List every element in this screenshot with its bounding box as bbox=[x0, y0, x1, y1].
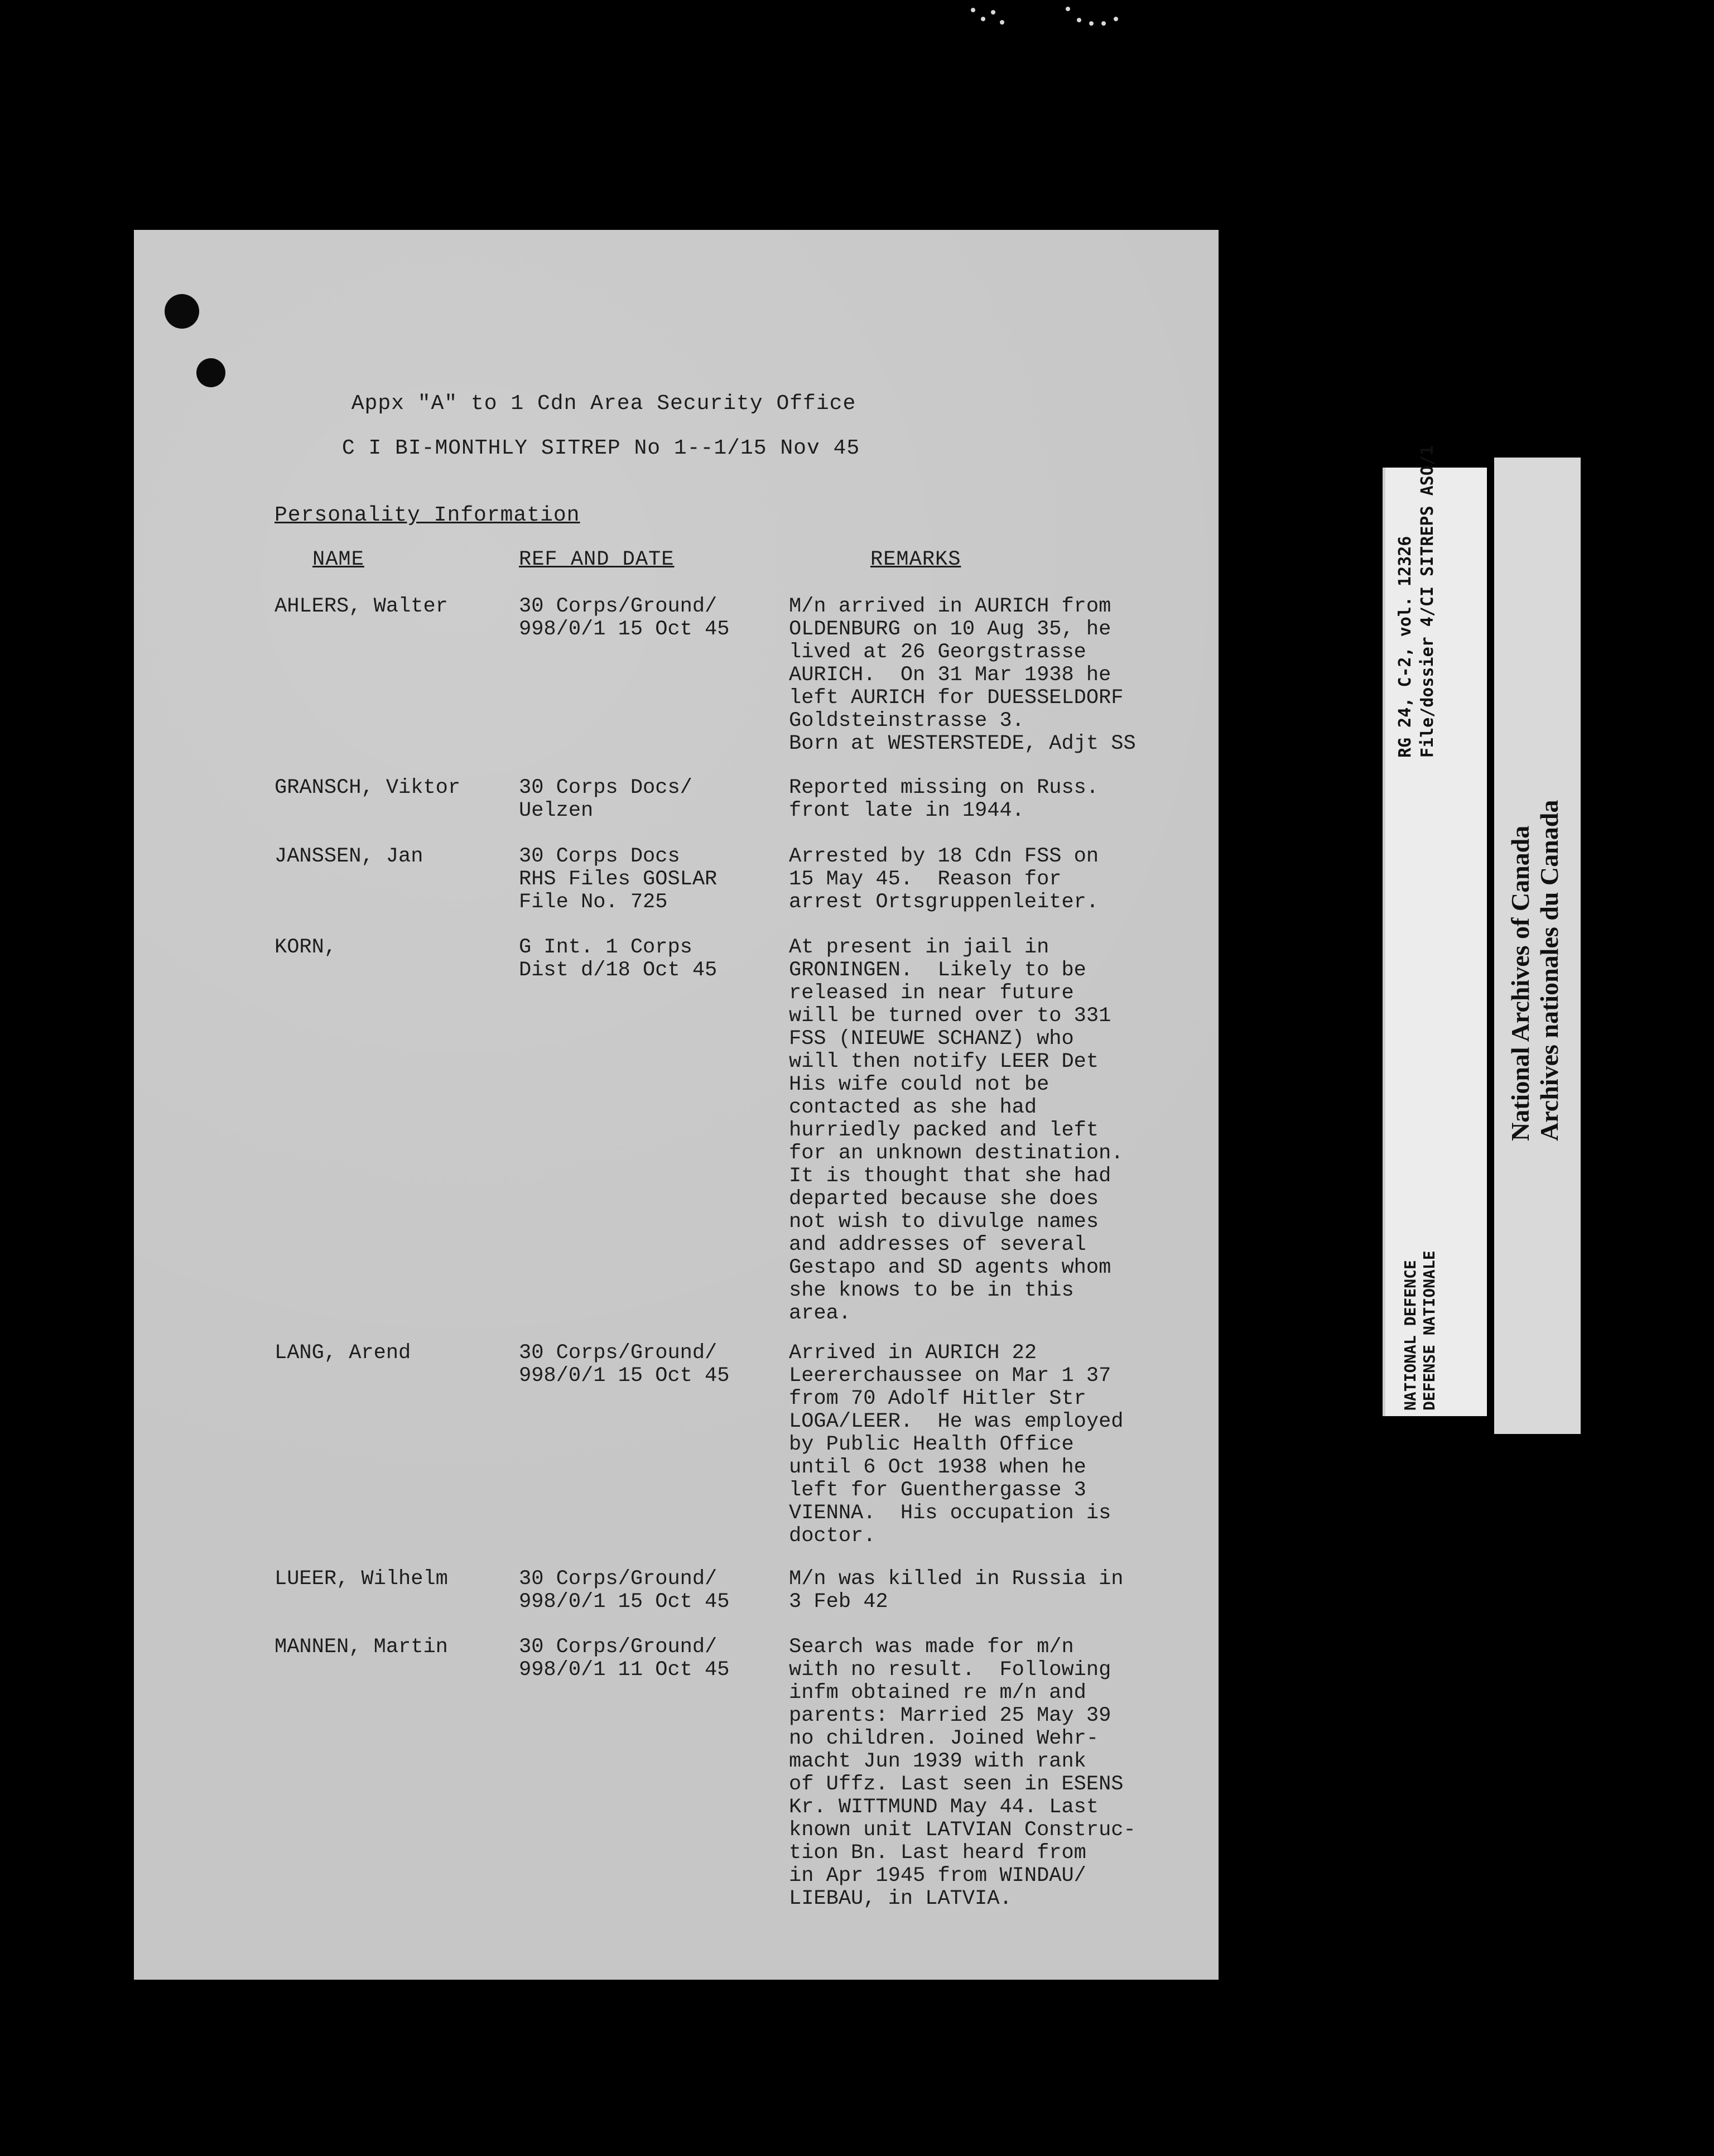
entry-remarks: Search was made for m/n with no result. Following infm obtained re m/n and parents: Married 25 May 39 no children. Joined Wehr- macht Jun 1939 with rank of Uffz. Last seen in ESENS Kr. WITTMUND May 44. Last known unit LATVIAN Construc- tion Bn. Last heard from in Apr 1945 from WINDAU/ LIEBAU, in LATVIA. bbox=[789, 1635, 1136, 1910]
rg-reference-line2: File/dossier 4/CI SITREPS ASO/1 bbox=[1418, 445, 1437, 758]
entry-name: GRANSCH, Viktor bbox=[275, 776, 461, 800]
department-line2: DEFENSE NATIONALE bbox=[1420, 1250, 1438, 1411]
national-archives-label bbox=[1494, 458, 1581, 1434]
entry-ref: 30 Corps/Ground/ 998/0/1 11 Oct 45 bbox=[519, 1635, 730, 1682]
punch-hole bbox=[196, 358, 225, 387]
entry-name: MANNEN, Martin bbox=[275, 1635, 448, 1659]
entry-remarks: Arrived in AURICH 22 Leererchaussee on Mar 1 37 from 70 Adolf Hitler Str LOGA/LEER. He was employed by Public Health Office until 6 Oct 1938 when he left for Guenthergasse 3 VIENNA. His occupation is doctor. bbox=[789, 1341, 1124, 1548]
entry-ref: G Int. 1 Corps Dist d/18 Oct 45 bbox=[519, 936, 718, 982]
entry-ref: 30 Corps/Ground/ 998/0/1 15 Oct 45 bbox=[519, 1341, 730, 1388]
entry-ref: 30 Corps Docs RHS Files GOSLAR File No. 725 bbox=[519, 845, 718, 914]
entry-name: LANG, Arend bbox=[275, 1341, 411, 1365]
archive-reference-label bbox=[1383, 445, 1487, 1416]
entry-name: AHLERS, Walter bbox=[275, 595, 448, 618]
entry-remarks: M/n arrived in AURICH from OLDENBURG on 10 Aug 35, he lived at 26 Georgstrasse AURICH. On 31 Mar 1938 he left AURICH for DUESSELDORF Goldsteinstrasse 3. Born at WESTERSTEDE, Adjt SS bbox=[789, 595, 1136, 755]
entry-name: KORN, bbox=[275, 936, 337, 959]
entry-name: JANSSEN, Jan bbox=[275, 845, 423, 868]
heading-appendix: Appx "A" to 1 Cdn Area Security Office bbox=[351, 392, 856, 416]
entry-remarks: Arrested by 18 Cdn FSS on 15 May 45. Reason for arrest Ortsgruppenleiter. bbox=[789, 845, 1099, 914]
column-header-remarks: REMARKS bbox=[870, 548, 961, 571]
entry-ref: 30 Corps/Ground/ 998/0/1 15 Oct 45 bbox=[519, 595, 730, 641]
entry-remarks: M/n was killed in Russia in 3 Feb 42 bbox=[789, 1567, 1124, 1614]
punch-hole bbox=[165, 294, 199, 329]
archives-name-en: National Archives of Canada bbox=[1506, 825, 1534, 1141]
column-header-name: NAME bbox=[312, 548, 364, 571]
entry-name: LUEER, Wilhelm bbox=[275, 1567, 448, 1591]
heading-sitrep: C I BI-MONTHLY SITREP No 1--1/15 Nov 45 bbox=[341, 436, 860, 460]
archives-name-fr: Archives nationales du Canada bbox=[1535, 800, 1563, 1141]
department-line1: NATIONAL DEFENCE bbox=[1401, 1260, 1419, 1411]
rg-reference-line1: RG 24, C-2, vol. 12326 bbox=[1395, 536, 1415, 758]
section-title: Personality Information bbox=[275, 503, 580, 527]
entry-ref: 30 Corps Docs/ Uelzen bbox=[519, 776, 692, 822]
document-page bbox=[134, 230, 1219, 1980]
entry-remarks: At present in jail in GRONINGEN. Likely to be released in near future will be turned over to 331 FSS (NIEUWE SCHANZ) who will then notify LEER Det His wife could not be contacted as she had hurriedly packed and left for an unknown destination. It is thought that she had departed because she does not wish to divulge names and addresses of several Gestapo and SD agents whom she knows to be in this area. bbox=[789, 936, 1124, 1325]
column-header-ref: REF AND DATE bbox=[519, 548, 675, 571]
entry-ref: 30 Corps/Ground/ 998/0/1 15 Oct 45 bbox=[519, 1567, 730, 1614]
entry-remarks: Reported missing on Russ. front late in 1944. bbox=[789, 776, 1099, 822]
film-specks bbox=[971, 4, 1133, 30]
